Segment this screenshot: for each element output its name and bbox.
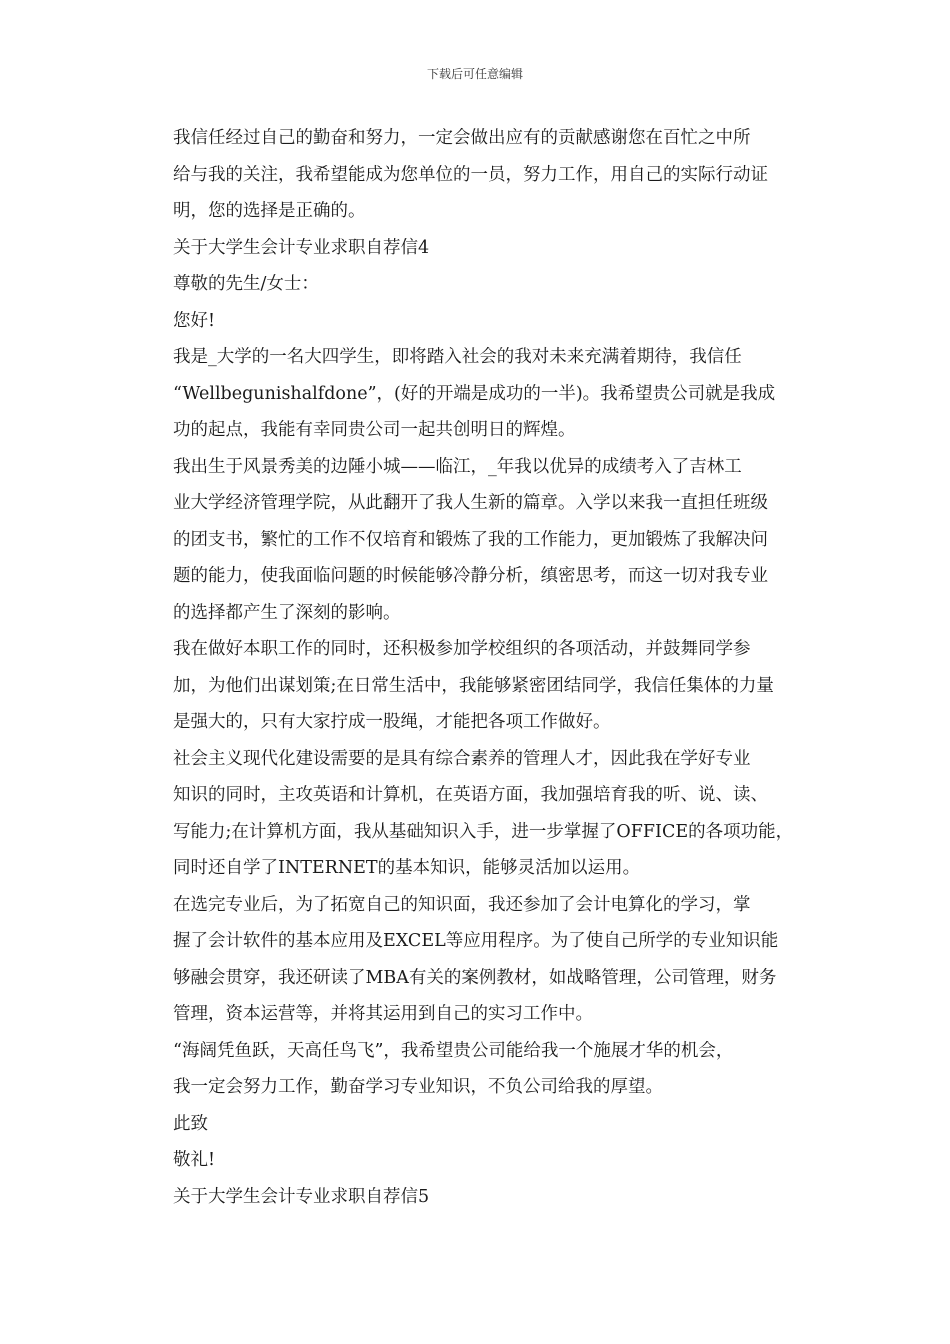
text-line: 的选择都产生了深刻的影响。 [173, 602, 401, 623]
text-line: 我一定会努力工作，勤奋学习专业知识，不负公司给我的厚望。 [173, 1077, 663, 1097]
closing-salute [145, 1142, 820, 1179]
text-line: 管理，资本运营等，并将其运用到自己的实习工作中。 [173, 1004, 593, 1024]
text-line: 敬礼! [173, 1150, 216, 1170]
text-line: 写能力;在计算机方面，我从基础知识入手，进一步掌握了OFFICE的各项功能， [173, 821, 794, 842]
text-line: 知识的同时，主攻英语和计算机，在英语方面，我加强培育我的听、说、读、 [173, 785, 768, 805]
letter-5-heading [145, 1179, 820, 1216]
paragraph-introduction [145, 339, 820, 449]
text-line: 我信任经过自己的勤奋和努力，一定会做出应有的贡献感谢您在百忙之中所 [173, 128, 751, 148]
text-line: 我出生于风景秀美的边陲小城——临江，_年我以优异的成绩考入了吉林工 [173, 456, 742, 477]
text-line: 明，您的选择是正确的。 [173, 201, 366, 221]
text-line: “Wellbegunishalfdone”，(好的开端是成功的一半)。我希望贵公司就是我成 [173, 383, 776, 404]
text-line: 业大学经济管理学院，从此翻开了我人生新的篇章。入学以来我一直担任班级 [173, 493, 768, 513]
text-line: 在选完专业后，为了拓宽自己的知识面，我还参加了会计电算化的学习，掌 [173, 894, 751, 915]
text-line: 您好! [173, 310, 216, 331]
greeting [145, 303, 820, 340]
letter-4-heading [145, 230, 820, 267]
text-line: 给与我的关注，我希望能成为您单位的一员，努力工作，用自己的实际行动证 [173, 164, 768, 185]
text-line: 同时还自学了INTERNET的基本知识，能够灵活加以运用。 [173, 858, 641, 878]
salutation [145, 266, 820, 303]
text-line: 够融会贯穿，我还研读了MBA有关的案例教材，如战略管理，公司管理，财务 [173, 967, 777, 988]
paragraph-skills [145, 741, 820, 887]
text-line: “海阔凭鱼跃，天高任鸟飞”，我希望贵公司能给我一个施展才华的机会， [173, 1040, 734, 1061]
section-title: 关于大学生会计专业求职自荐信4 [173, 237, 430, 258]
text-line: 是强大的，只有大家拧成一股绳，才能把各项工作做好。 [173, 712, 611, 732]
text-line: 我是_大学的一名大四学生，即将踏入社会的我对未来充满着期待，我信任 [173, 347, 742, 367]
paragraph-activities [145, 631, 820, 741]
text-line: 功的起点，我能有幸同贵公司一起共创明日的辉煌。 [173, 420, 576, 440]
section-title: 关于大学生会计专业求职自荐信5 [173, 1186, 430, 1207]
text-line: 题的能力，使我面临问题的时候能够冷静分析，缜密思考，而这一切对我专业 [173, 566, 768, 586]
text-line: 社会主义现代化建设需要的是具有综合素养的管理人才，因此我在学好专业 [173, 748, 751, 769]
text-line: 的团支书，繁忙的工作不仅培育和锻炼了我的工作能力，更加锻炼了我解决问 [173, 529, 768, 550]
text-line: 握了会计软件的基本应用及EXCEL等应用程序。为了使自己所学的专业知识能 [173, 931, 779, 951]
page-header-note: 下载后可任意编辑 [426, 67, 523, 81]
text-line: 尊敬的先生/女士： [173, 274, 319, 294]
text-line: 加，为他们出谋划策;在日常生活中，我能够紧密团结同学，我信任集体的力量 [173, 675, 774, 696]
closing-phrase [145, 1106, 820, 1143]
paragraph-professional-study [145, 887, 820, 1033]
text-line: 此致 [173, 1113, 208, 1134]
paragraph-aspiration [145, 1033, 820, 1106]
paragraph-closing-gratitude [145, 120, 820, 230]
text-line: 我在做好本职工作的同时，还积极参加学校组织的各项活动，并鼓舞同学参 [173, 639, 751, 659]
paragraph-background [145, 449, 820, 632]
document-body [145, 120, 820, 1215]
